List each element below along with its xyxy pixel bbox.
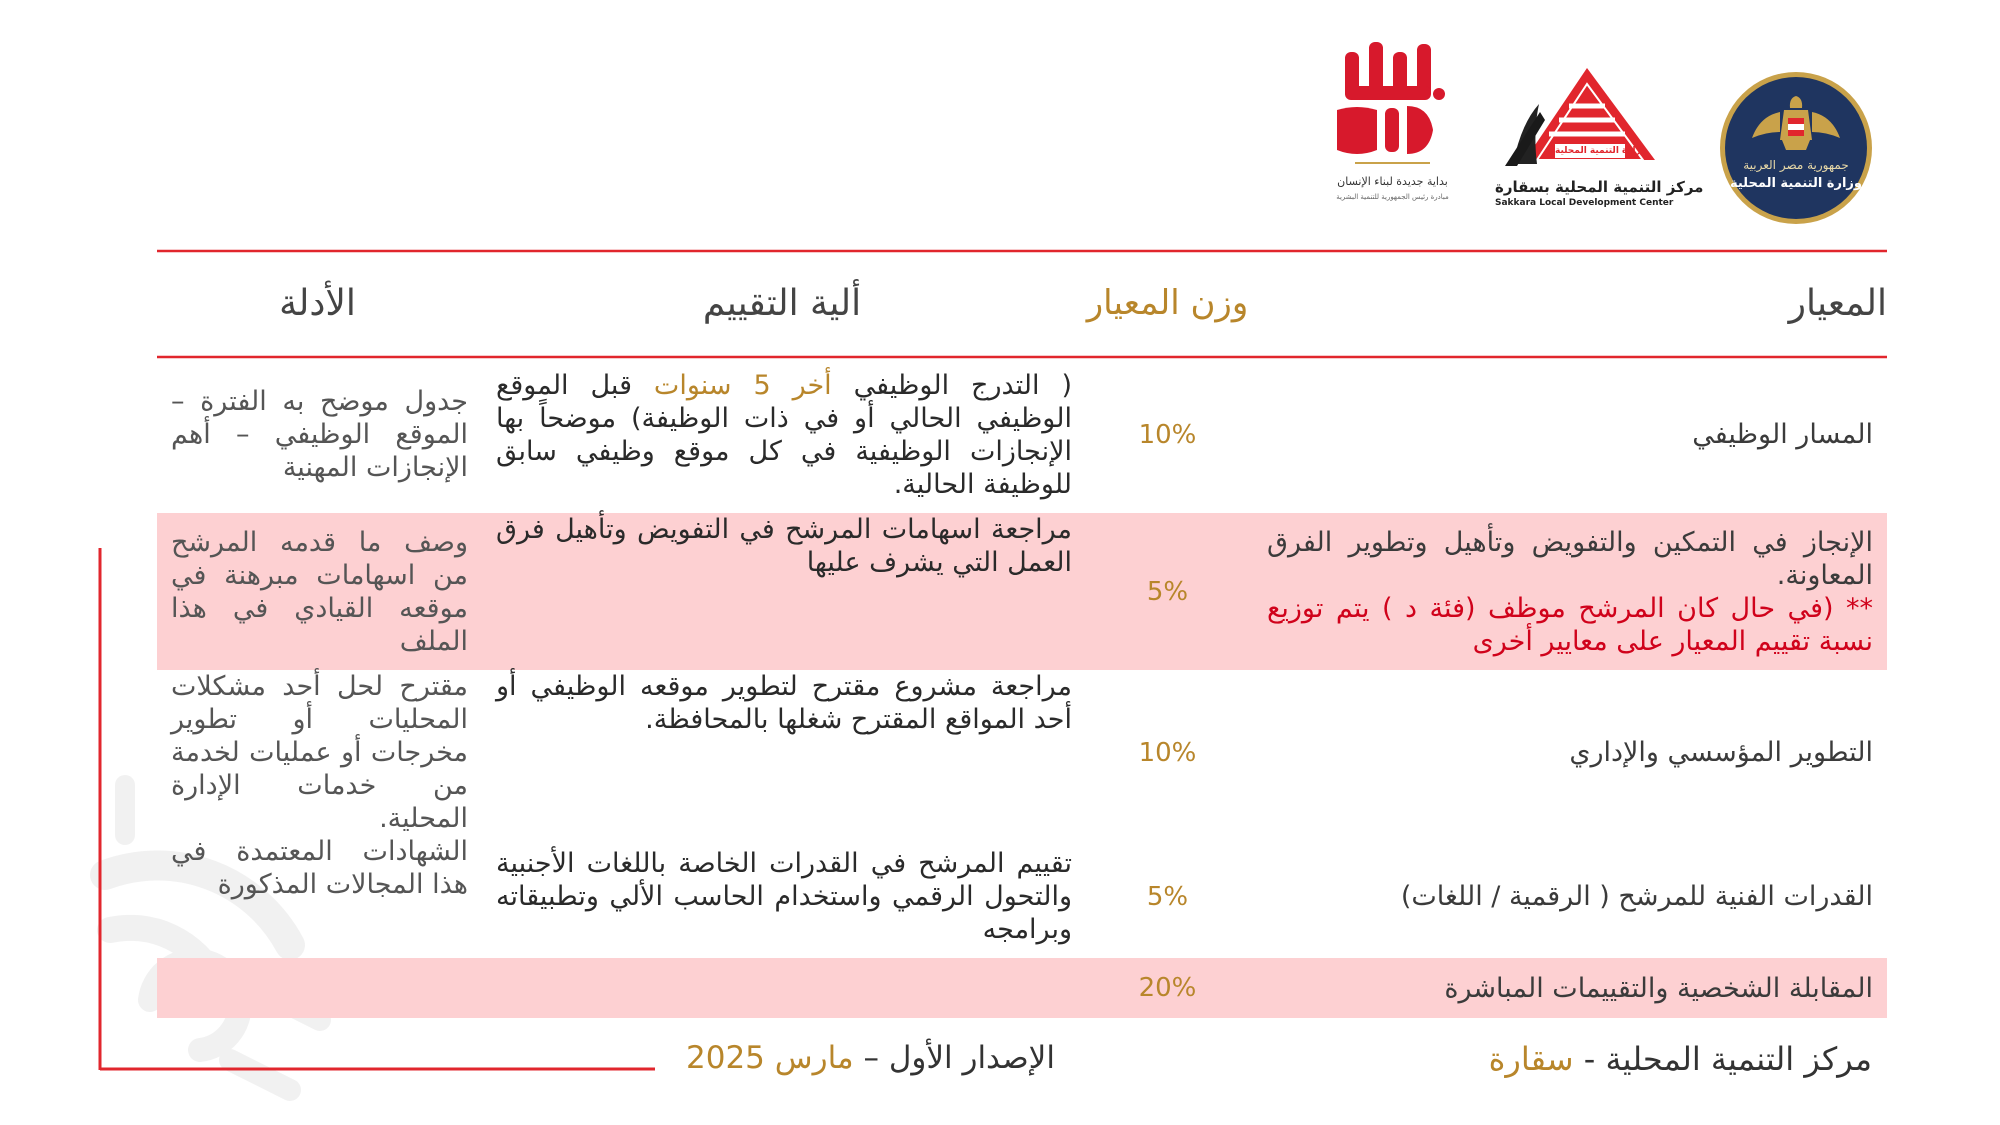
bedaya-subtitle: مبادرة رئيس الجمهورية للتنمية البشرية	[1336, 193, 1449, 201]
bedaya-tagline: بداية جديدة لبناء الإنسان	[1337, 175, 1448, 188]
table-row	[157, 958, 1887, 1018]
weight-cell: 10%	[1138, 419, 1197, 450]
weight-cell: 20%	[1086, 958, 1249, 1018]
egypt-seal-line1: جمهورية مصر العربية	[1743, 158, 1849, 172]
criterion-cell: المسار الوظيفي	[1692, 419, 1873, 450]
bedaya-logo	[1325, 38, 1460, 213]
header-criterion: المعيار	[1788, 282, 1887, 324]
table-row	[157, 356, 1887, 513]
bedaya-mark-icon	[1325, 38, 1460, 168]
weight-cell: 5%	[1146, 881, 1189, 912]
criteria-table	[157, 250, 1887, 1018]
ministry-banner: وزارة التنمية المحلية	[1555, 146, 1647, 156]
weight-cell: 5%	[1086, 513, 1249, 670]
mechanism-cell: مراجعة مشروع مقترح لتطوير موقعه الوظيفي أو أحد المواقع المقترح شغلها بالمحافظة.	[496, 671, 1072, 735]
footer-center-label: مركز التنمية المحلية -	[1573, 1040, 1872, 1078]
evidence-cell: مقترح لحل أحد مشكلات المحليات أو تطوير مخرجات أو عمليات لخدمة من خدمات الإدارة المحلية.	[171, 671, 468, 834]
evidence-cell: جدول موضح به الفترة – الموقع الوظيفي – أهم الإنجازات المهنية	[171, 386, 468, 483]
mechanism-cell	[478, 356, 1086, 513]
ministry-name-en: Sakkara Local Development Center	[1495, 198, 1674, 208]
evidence-cell	[157, 958, 478, 1018]
evidence-cell: الشهادات المعتمدة في هذا المجالات المذكورة	[171, 836, 468, 900]
mechanism-cell: مراجعة اسهامات المرشح في التفويض وتأهيل فرق العمل التي يشرف عليها	[478, 513, 1086, 670]
criterion-cell: القدرات الفنية للمرشح ( الرقمية / اللغات)	[1400, 881, 1873, 912]
mechanism-text-post: قبل الموقع الوظيفي الحالي أو في ذات الوظيفة) موضحاً بها الإنجازات الوظيفية في كل موقع وظيفي سابق للوظيفة الحالية.	[496, 369, 1072, 500]
eagle-seal-icon	[1718, 70, 1874, 226]
table-row	[157, 513, 1887, 670]
footer-edition	[686, 1040, 1055, 1076]
criterion-cell: التطوير المؤسسي والإداري	[1569, 737, 1873, 768]
egypt-ministry-seal	[1718, 70, 1874, 226]
table-header-row	[157, 250, 1887, 356]
header-evidence: الأدلة	[279, 282, 356, 324]
mechanism-cell	[478, 958, 1086, 1018]
footer-edition-label: الإصدار الأول –	[853, 1040, 1055, 1076]
footer-edition-date: مارس 2025	[686, 1040, 854, 1076]
criterion-cell: المقابلة الشخصية والتقييمات المباشرة	[1249, 958, 1887, 1018]
pyramid-emblem-icon	[1495, 60, 1670, 180]
header-mechanism: ألية التقييم	[702, 282, 862, 324]
evidence-cell: وصف ما قدمه المرشح من اسهامات مبرهنة في موقعه القيادي في هذا الملف	[157, 513, 478, 670]
criterion-note: ** (في حال كان المرشح موظف (فئة د ) يتم توزيع نسبة تقييم المعيار على معايير أخرى	[1267, 592, 1873, 657]
table-row	[157, 835, 1887, 958]
mechanism-highlight: أخر 5 سنوات	[653, 369, 832, 401]
footer-center-city: سقارة	[1488, 1040, 1574, 1078]
egypt-seal-line2: وزارة التنمية المحلية	[1729, 176, 1862, 191]
footer-center-name	[1489, 1040, 1872, 1078]
ministry-name-ar: مركز التنمية المحلية بسقارة	[1495, 178, 1704, 196]
criterion-cell	[1249, 513, 1887, 670]
mechanism-cell: تقييم المرشح في القدرات الخاصة باللغات الأجنبية والتحول الرقمي واستخدام الحاسب الألي وتطبيقاته وبرامجه	[496, 848, 1072, 945]
criterion-text: الإنجاز في التمكين والتفويض وتأهيل وتطوير الفرق المعاونة.	[1267, 526, 1873, 591]
sakkara-center-logo	[1495, 60, 1704, 210]
mechanism-text-pre: ( التدرج الوظيفي	[831, 369, 1072, 401]
table-row	[157, 670, 1887, 835]
weight-cell: 10%	[1138, 737, 1197, 768]
header-weight: وزن المعيار	[1086, 283, 1249, 323]
